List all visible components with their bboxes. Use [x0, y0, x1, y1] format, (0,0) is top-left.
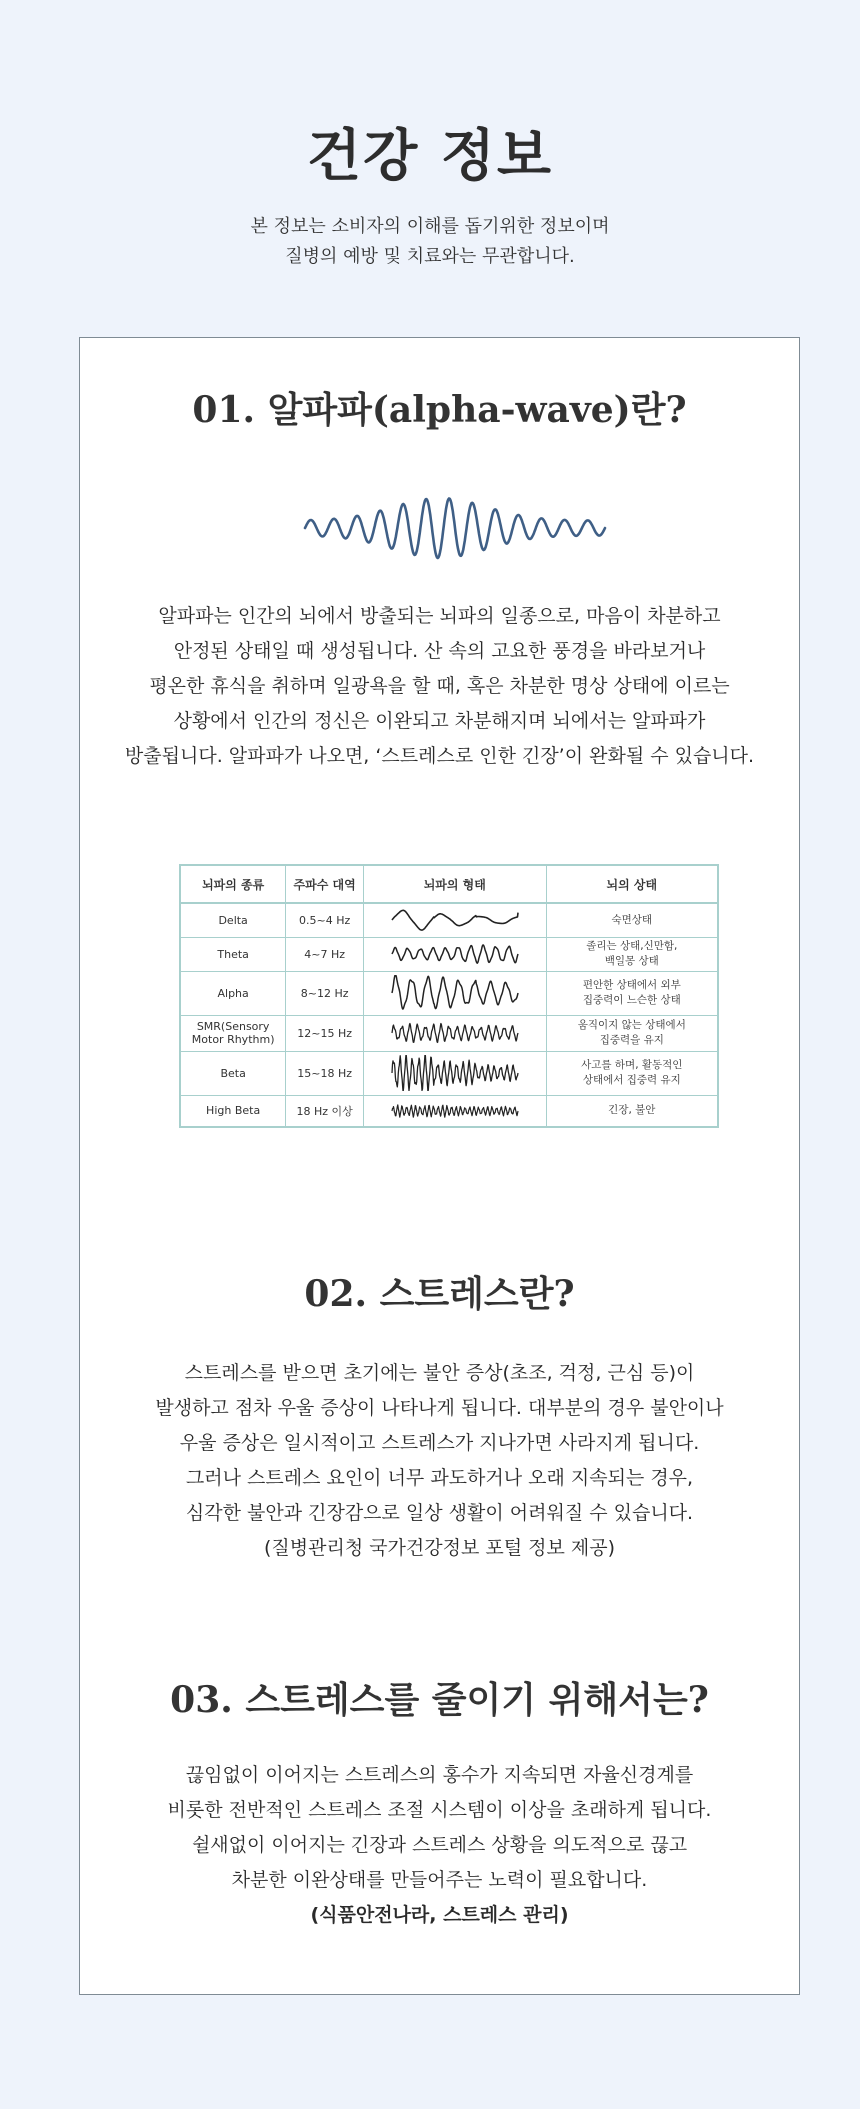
wave-band: 4~7 Hz: [286, 937, 364, 971]
section-title-reduce-stress: 03. 스트레스를 줄이기 위해서는?: [170, 1679, 709, 1721]
wave-form-icon: [390, 941, 520, 967]
brain-state: 움직이지 않는 상태에서 집중력을 유지: [546, 1015, 718, 1051]
wave-type: Delta: [180, 903, 286, 937]
table-row: [180, 971, 718, 1015]
table-header-type: 뇌파의 종류: [180, 865, 286, 903]
paragraph-line: 심각한 불안과 긴장감으로 일상 생활이 어려워질 수 있습니다.: [185, 1502, 694, 1524]
wave-type: Theta: [180, 937, 286, 971]
paragraph-line: 안정된 상태일 때 생성됩니다. 산 속의 고요한 풍경을 바라보거나: [173, 640, 706, 662]
wave-band: 0.5~4 Hz: [286, 903, 364, 937]
source-note: (식품안전나라, 스트레스 관리): [310, 1904, 569, 1926]
table-row: [180, 903, 718, 937]
paragraph-line: 알파파는 인간의 뇌에서 방출되는 뇌파의 일종으로, 마음이 차분하고: [158, 605, 721, 627]
brain-state: 졸리는 상태,신만함, 백일몽 상태: [546, 937, 718, 971]
page-subtitle: [0, 212, 860, 272]
section2-paragraph: [80, 1356, 799, 1566]
paragraph-line: 우울 증상은 일시적이고 스트레스가 지나가면 사라지게 됩니다.: [179, 1432, 700, 1454]
info-card: [79, 337, 800, 1995]
paragraph-line: 그러나 스트레스 요인이 너무 과도하거나 오래 지속되는 경우,: [185, 1467, 694, 1489]
brain-state: 사고를 하며, 활동적인 상태에서 집중력 유지: [546, 1051, 718, 1095]
wave-band: 12~15 Hz: [286, 1015, 364, 1051]
brain-state: 숙면상태: [546, 903, 718, 937]
wave-form: [363, 1051, 546, 1095]
table-header-band: 주파수 대역: [286, 865, 364, 903]
section-title-stress: 02. 스트레스란?: [304, 1273, 575, 1315]
wave-form: [363, 971, 546, 1015]
paragraph-line: 상황에서 인간의 정신은 이완되고 차분해지며 뇌에서는 알파파가: [173, 710, 706, 732]
paragraph-line: 방출됩니다. 알파파가 나오면, ‘스트레스로 인한 긴장’이 완화될 수 있습니다.: [124, 745, 755, 767]
wave-type: SMR(Sensory Motor Rhythm): [180, 1015, 286, 1051]
paragraph-line: 끊임없이 이어지는 스트레스의 홍수가 지속되면 자율신경계를: [185, 1764, 694, 1786]
wave-type: High Beta: [180, 1095, 286, 1127]
alpha-wave-illustration: [300, 488, 610, 568]
paragraph-line: 발생하고 점차 우울 증상이 나타나게 됩니다. 대부분의 경우 불안이나: [155, 1397, 724, 1419]
paragraph-line: 쉴새없이 이어지는 긴장과 스트레스 상황을 의도적으로 끊고: [191, 1834, 688, 1856]
wave-type: Beta: [180, 1051, 286, 1095]
subtitle-line: 질병의 예방 및 치료와는 무관합니다.: [285, 246, 575, 267]
table-row: [180, 1051, 718, 1095]
section-title-alpha: 01. 알파파(alpha-wave)란?: [192, 389, 687, 431]
wave-type: Alpha: [180, 971, 286, 1015]
wave-form-icon: [390, 1099, 520, 1123]
wave-band: 18 Hz 이상: [286, 1095, 364, 1127]
paragraph-line: (질병관리청 국가건강정보 포털 정보 제공): [263, 1537, 615, 1559]
wave-form: [363, 903, 546, 937]
table-header-state: 뇌의 상태: [546, 865, 718, 903]
wave-form: [363, 937, 546, 971]
section1-paragraph: [80, 599, 799, 774]
wave-form-icon: [390, 1019, 520, 1047]
table-header-form: 뇌파의 형태: [363, 865, 546, 903]
subtitle-line: 본 정보는 소비자의 이해를 돕기위한 정보이며: [250, 216, 610, 237]
table-header-row: [180, 865, 718, 903]
paragraph-line: 평온한 휴식을 취하며 일광욕을 할 때, 혹은 차분한 명상 상태에 이르는: [149, 675, 730, 697]
brainwave-table: [179, 864, 719, 1128]
paragraph-line: 차분한 이완상태를 만들어주는 노력이 필요합니다.: [231, 1869, 648, 1891]
paragraph-line: 스트레스를 받으면 초기에는 불안 증상(초조, 걱정, 근심 등)이: [184, 1362, 695, 1384]
wave-form: [363, 1095, 546, 1127]
page-title: 건강 정보: [307, 124, 553, 189]
wave-band: 15~18 Hz: [286, 1051, 364, 1095]
table-row: [180, 1015, 718, 1051]
brain-state: 긴장, 불안: [546, 1095, 718, 1127]
wave-form-icon: [390, 975, 520, 1011]
wave-form-icon: [390, 1055, 520, 1091]
wave-form-icon: [390, 907, 520, 933]
paragraph-line: 비롯한 전반적인 스트레스 조절 시스템이 이상을 초래하게 됩니다.: [167, 1799, 712, 1821]
section3-paragraph: [80, 1758, 799, 1933]
wave-form: [363, 1015, 546, 1051]
table-row: [180, 1095, 718, 1127]
wave-band: 8~12 Hz: [286, 971, 364, 1015]
brain-state: 편안한 상태에서 외부 집중력이 느슨한 상태: [546, 971, 718, 1015]
table-row: [180, 937, 718, 971]
